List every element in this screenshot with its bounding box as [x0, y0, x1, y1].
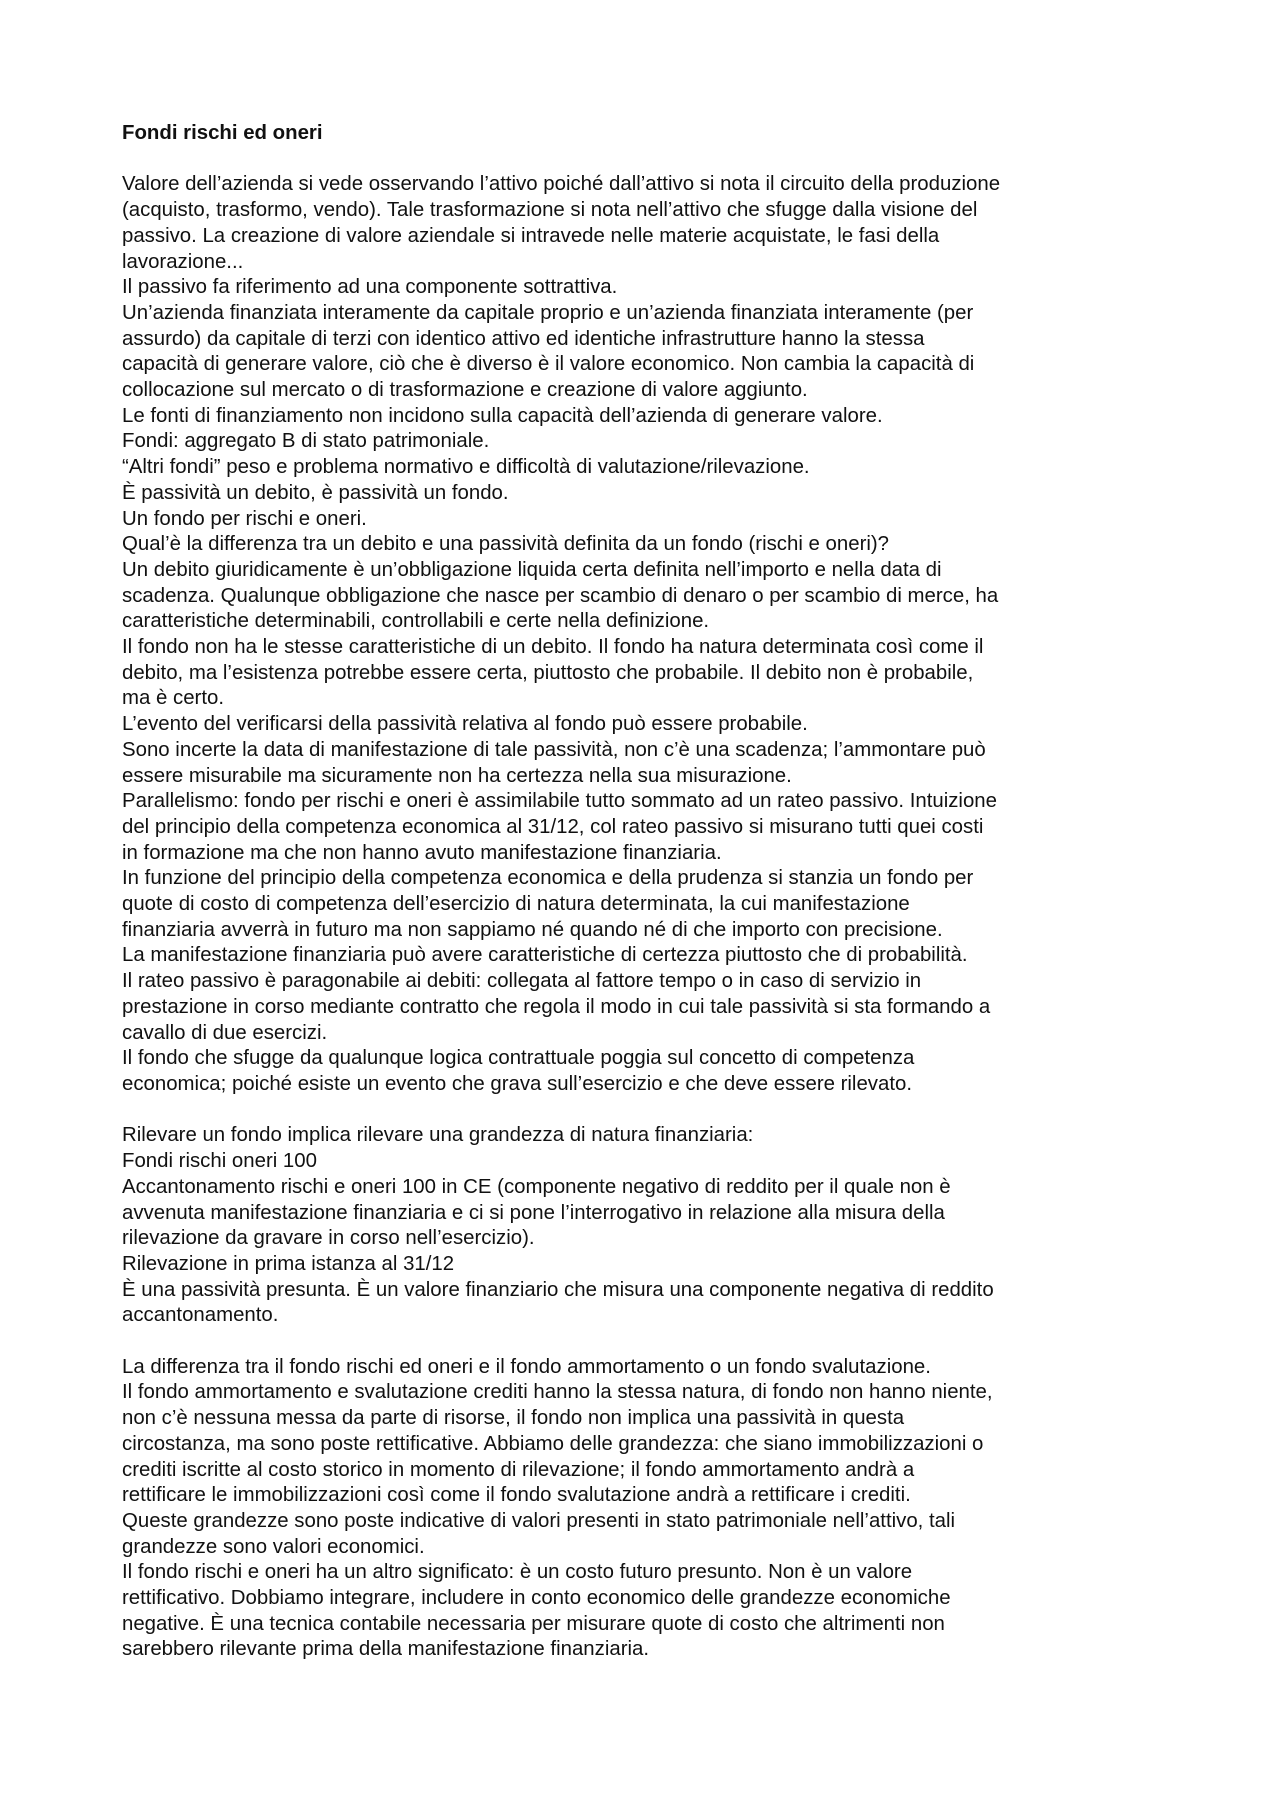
text-line: negative. È una tecnica contabile necessaria per misurare quote di costo che altrimenti non	[122, 1612, 945, 1635]
text-line: L’evento del verificarsi della passività relativa al fondo può essere probabile.	[122, 713, 808, 736]
text-line: Accantonamento rischi e oneri 100 in CE (componente negativo di reddito per il quale non è	[122, 1175, 951, 1198]
text-line: Fondi rischi oneri 100	[122, 1150, 317, 1173]
text-line: ma è certo.	[122, 687, 224, 710]
text-line: cavallo di due esercizi.	[122, 1021, 328, 1044]
text-line: avvenuta manifestazione finanziaria e ci si pone l’interrogativo in relazione alla misura della	[122, 1201, 945, 1224]
text-line: caratteristiche determinabili, controllabili e certe nella definizione.	[122, 610, 710, 633]
section-1	[122, 172, 1182, 1097]
text-line: La manifestazione finanziaria può avere caratteristiche di certezza piuttosto che di probabilità.	[122, 944, 968, 967]
text-line: Valore dell’azienda si vede osservando l’attivo poiché dall’attivo si nota il circuito della produzione	[122, 173, 1001, 196]
paragraph-gap	[122, 1329, 1182, 1355]
text-line: quote di costo di competenza dell’esercizio di natura determinata, la cui manifestazione	[122, 893, 910, 916]
text-line: in formazione ma che non hanno avuto manifestazione finanziaria.	[122, 841, 722, 864]
text-line: Rilevare un fondo implica rilevare una grandezza di natura finanziaria:	[122, 1124, 754, 1147]
text-line: Il fondo rischi e oneri ha un altro significato: è un costo futuro presunto. Non è un valore	[122, 1561, 913, 1584]
text-line: scadenza. Qualunque obbligazione che nasce per scambio di denaro o per scambio di merce, ha	[122, 584, 999, 607]
text-line: In funzione del principio della competenza economica e della prudenza si stanzia un fondo per	[122, 867, 974, 890]
text-line: “Altri fondi” peso e problema normativo e difficoltà di valutazione/rilevazione.	[122, 456, 810, 479]
text-line: sarebbero rilevante prima della manifestazione finanziaria.	[122, 1638, 650, 1661]
text-line: È passività un debito, è passività un fondo.	[122, 481, 509, 504]
text-line: grandezze sono valori economici.	[122, 1535, 425, 1558]
text-line: collocazione sul mercato o di trasformazione e creazione di valore aggiunto.	[122, 379, 808, 402]
section-2	[122, 1123, 1182, 1329]
text-line: non c’è nessuna messa da parte di risorse, il fondo non implica una passività in questa	[122, 1407, 905, 1430]
text-line: rettificare le immobilizzazioni così come il fondo svalutazione andrà a rettificare i crediti.	[122, 1484, 911, 1507]
text-line: Sono incerte la data di manifestazione di tale passività, non c’è una scadenza; l’ammontare può	[122, 738, 986, 761]
text-line: Rilevazione in prima istanza al 31/12	[122, 1252, 455, 1275]
text-line: Parallelismo: fondo per rischi e oneri è assimilabile tutto sommato ad un rateo passivo. Intuizione	[122, 790, 997, 813]
text-line: crediti iscritte al costo storico in momento di rilevazione; il fondo ammortamento andrà a	[122, 1458, 915, 1481]
text-line: Il fondo non ha le stesse caratteristiche di un debito. Il fondo ha natura determinata così come il	[122, 636, 984, 659]
text-line: Qual’è la differenza tra un debito e una passività definita da un fondo (rischi e oneri)?	[122, 533, 890, 556]
paragraph-gap	[122, 1098, 1182, 1124]
text-line: circostanza, ma sono poste rettificative. Abbiamo delle grandezza: che siano immobilizzazioni o	[122, 1432, 984, 1455]
text-line: La differenza tra il fondo rischi ed oneri e il fondo ammortamento o un fondo svalutazione.	[122, 1355, 931, 1378]
text-line: Un debito giuridicamente è un’obbligazione liquida certa definita nell’importo e nella data di	[122, 558, 942, 581]
text-line: Un fondo per rischi e oneri.	[122, 507, 367, 530]
text-line: passivo. La creazione di valore aziendale si intravede nelle materie acquistate, le fasi della	[122, 224, 940, 247]
text-line: Il rateo passivo è paragonabile ai debiti: collegata al fattore tempo o in caso di servizio in	[122, 970, 922, 993]
text-line: prestazione in corso mediante contratto che regola il modo in cui tale passività si sta formando a	[122, 995, 991, 1018]
text-line: Il fondo ammortamento e svalutazione crediti hanno la stessa natura, di fondo non hanno niente,	[122, 1381, 993, 1404]
text-line: economica; poiché esiste un evento che grava sull’esercizio e che deve essere rilevato.	[122, 1073, 913, 1095]
text-line: Un’azienda finanziata interamente da capitale proprio e un’azienda finanziata interamente (per	[122, 301, 974, 324]
text-line: capacità di generare valore, ciò che è diverso è il valore economico. Non cambia la capacità di	[122, 353, 975, 376]
text-line: (acquisto, trasformo, vendo). Tale trasformazione si nota nell’attivo che sfugge dalla visione del	[122, 199, 978, 222]
text-line: assurdo) da capitale di terzi con identico attivo ed identiche infrastrutture hanno la stessa	[122, 327, 925, 350]
text-line: del principio della competenza economica al 31/12, col rateo passivo si misurano tutti quei costi	[122, 815, 984, 838]
text-line: rettificativo. Dobbiamo integrare, includere in conto economico delle grandezze economiche	[122, 1587, 951, 1610]
document-body	[122, 121, 1182, 1663]
text-line: debito, ma l’esistenza potrebbe essere certa, piuttosto che probabile. Il debito non è probabile,	[122, 661, 974, 684]
text-line: rilevazione da gravare in corso nell’esercizio).	[122, 1227, 535, 1250]
text-line: Queste grandezze sono poste indicative di valori presenti in stato patrimoniale nell’attivo, tali	[122, 1509, 956, 1532]
text-line: essere misurabile ma sicuramente non ha certezza nella sua misurazione.	[122, 764, 792, 787]
text-line: Fondi: aggregato B di stato patrimoniale.	[122, 430, 490, 453]
text-line: Il fondo che sfugge da qualunque logica contrattuale poggia sul concetto di competenza	[122, 1047, 915, 1070]
text-line: È una passività presunta. È un valore finanziario che misura una componente negativa di reddito	[122, 1278, 994, 1301]
text-line: lavorazione...	[122, 250, 244, 273]
document-title: Fondi rischi ed oneri	[122, 122, 323, 144]
text-line: Le fonti di finanziamento non incidono sulla capacità dell’azienda di generare valore.	[122, 404, 883, 427]
text-line: accantonamento.	[122, 1304, 279, 1327]
text-line: Il passivo fa riferimento ad una componente sottrattiva.	[122, 276, 618, 299]
text-line: finanziaria avverrà in futuro ma non sappiamo né quando né di che importo con precisione.	[122, 918, 943, 941]
section-3	[122, 1355, 1182, 1663]
